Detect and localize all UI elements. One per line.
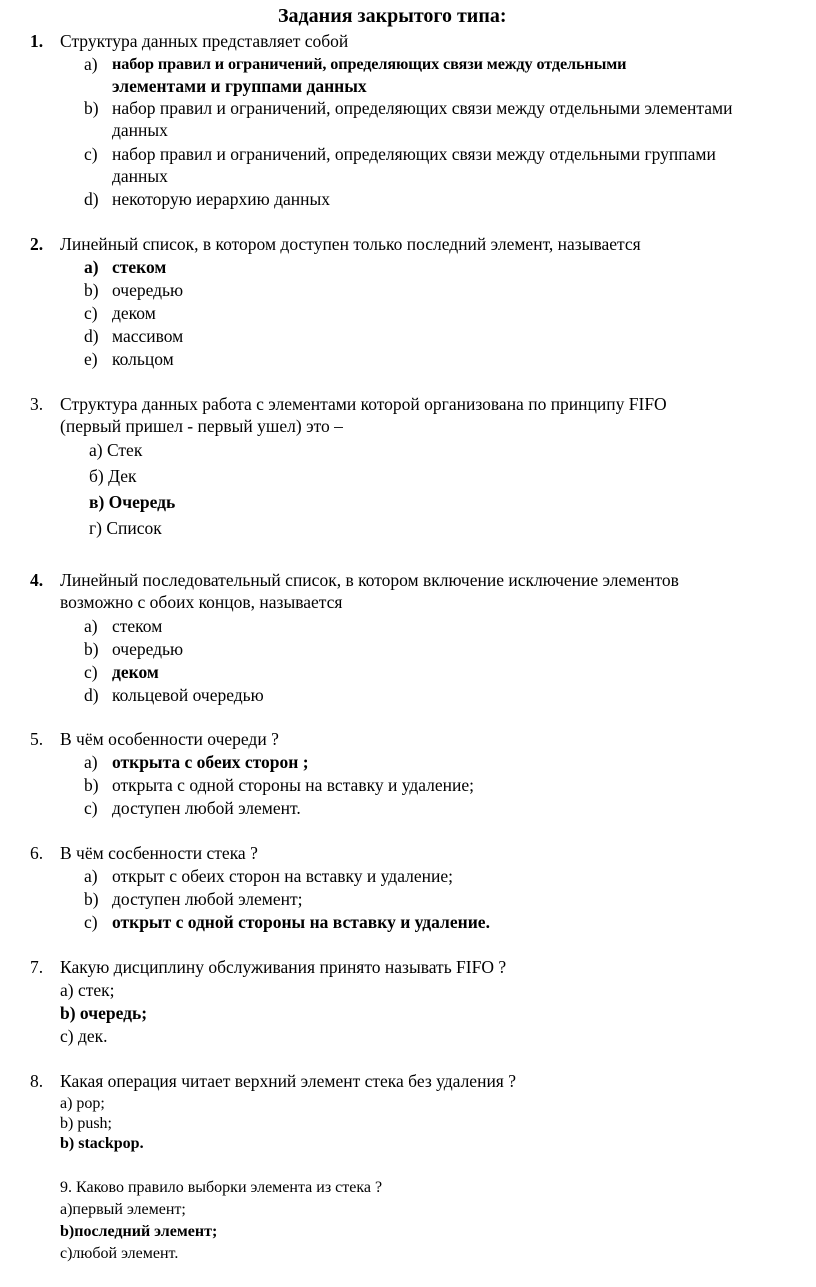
q9-option-b: b)последний элемент; [60,1223,218,1240]
q2-number: 2. [30,234,44,254]
q3-line2: (первый пришел - первый ушел) это – [60,416,343,436]
q3-option-d: г) Список [89,518,162,538]
q5-number: 5. [30,729,44,749]
q2-d-text: массивом [112,326,184,346]
q6-c-text: открыт с одной стороны на вставку и удаление. [112,912,490,932]
q7-option-a: a) стек; [60,980,115,1000]
q1-c-letter: c) [84,144,98,164]
q1-b-line1: набор правил и ограничений, определяющих связи между отдельными элементами [112,98,733,118]
q5-text: В чём особенности очереди ? [60,729,279,749]
q4-b-text: очередью [112,639,184,659]
q1-a-line2: элементами и группами данных [112,76,367,96]
q9-option-c: с)любой элемент. [60,1245,179,1262]
q5-b-letter: b) [84,775,99,795]
q6-a-letter: a) [84,866,98,886]
q7-number: 7. [30,957,44,977]
q3-option-a: а) Стек [89,440,143,460]
q3-line1: Структура данных работа с элементами которой организована по принципу FIFO [60,394,667,414]
q5-c-text: доступен любой элемент. [112,798,301,818]
q4-a-letter: a) [84,616,98,636]
q2-c-letter: c) [84,303,98,323]
q7-option-c: c) дек. [60,1026,108,1046]
q5-b-text: открыта с одной стороны на вставку и удаление; [112,775,475,795]
q6-text: В чём сосбенности стека ? [60,843,258,863]
q2-a-letter: a) [84,257,99,277]
q1-d-letter: d) [84,189,99,209]
q3-option-b: б) Дек [89,466,137,486]
q6-number: 6. [30,843,44,863]
q6-c-letter: c) [84,912,98,932]
q1-d-text: некоторую иерархию данных [112,189,331,209]
q2-e-letter: e) [84,349,98,369]
q8-number: 8. [30,1071,44,1091]
q8-option-c: b) stackpop. [60,1135,144,1152]
q1-c-line2: данных [112,166,168,186]
q5-a-text: открыта с обеих сторон ; [112,752,309,772]
q6-b-letter: b) [84,889,99,909]
q2-b-text: очередью [112,280,184,300]
q8-text: Какая операция читает верхний элемент стека без удаления ? [60,1071,516,1091]
q2-a-text: стеком [112,257,167,277]
q4-d-letter: d) [84,685,99,705]
q1-c-line1: набор правил и ограничений, определяющих связи между отдельными группами [112,144,716,164]
q1-number: 1. [30,31,44,51]
q4-number: 4. [30,570,44,590]
q2-text: Линейный список, в котором доступен только последний элемент, называется [60,234,641,254]
q7-option-b: b) очередь; [60,1003,148,1023]
q2-d-letter: d) [84,326,99,346]
q4-c-letter: c) [84,662,98,682]
q3-option-c: в) Очередь [89,492,176,512]
q5-a-letter: a) [84,752,98,772]
q1-a-line1: набор правил и ограничений, определяющих связи между отдельными [112,55,627,73]
q4-d-text: кольцевой очередью [112,685,264,705]
q6-b-text: доступен любой элемент; [112,889,303,909]
q7-text: Какую дисциплину обслуживания принято называть FIFO ? [60,957,507,977]
q9-text: 9. Каково правило выборки элемента из стека ? [60,1179,383,1196]
q5-c-letter: c) [84,798,98,818]
q9-option-a: а)первый элемент; [60,1201,186,1218]
q4-c-text: деком [112,662,159,682]
q4-line1: Линейный последовательный список, в котором включение исключение элементов [60,570,679,590]
q6-a-text: открыт с обеих сторон на вставку и удаление; [112,866,453,886]
q2-b-letter: b) [84,280,99,300]
q2-e-text: кольцом [112,349,174,369]
q3-number: 3. [30,394,44,414]
q1-text: Структура данных представляет собой [60,31,349,51]
q4-line2: возможно с обоих концов, называется [60,592,343,612]
page-title: Задания закрытого типа: [278,5,507,27]
q1-b-line2: данных [112,120,168,140]
q1-b-letter: b) [84,98,99,118]
q2-c-text: деком [112,303,156,323]
q4-b-letter: b) [84,639,99,659]
q8-option-a: a) pop; [60,1095,105,1112]
q4-a-text: стеком [112,616,163,636]
q8-option-b: b) push; [60,1115,112,1132]
q1-a-letter: a) [84,54,98,74]
